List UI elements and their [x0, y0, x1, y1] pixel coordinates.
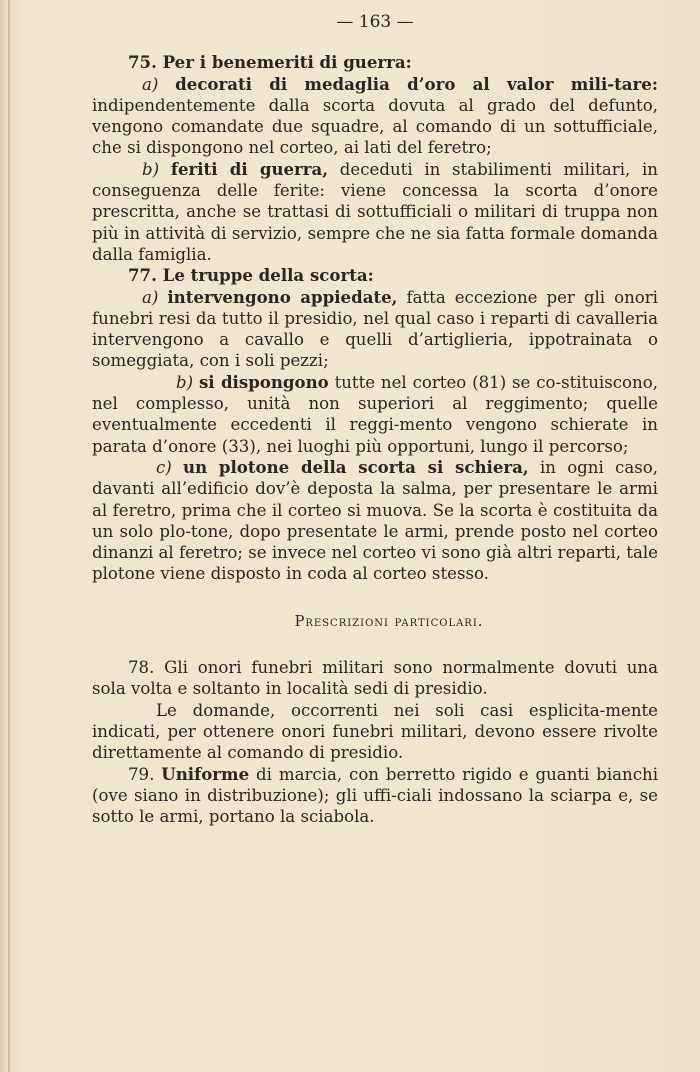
paragraph-75-heading — [92, 52, 658, 73]
item-text-75a: indipendentemente dalla scorta dovuta al grado del defunto, vengono comandate due squadre, al comando di un sottufficiale, che si dispongono nel corteo, ai lati del feretro; — [92, 95, 658, 158]
paragraph-78-second: Le domande, occorrenti nei soli casi esplicita-mente indicati, per ottenere onori funebri militari, devono essere rivolte direttamente al comando di presidio. — [92, 700, 658, 763]
paragraph-78: 78. Gli onori funebri militari sono normalmente dovuti una sola volta e soltanto in località sedi di presidio. — [92, 658, 658, 699]
item-letter-77c: c) — [156, 457, 172, 477]
paragraph-77a — [92, 287, 658, 372]
heading-75: 75. Per i benemeriti di guerra: — [128, 52, 412, 73]
page-binding-edge — [8, 0, 10, 1072]
item-term-75a: decorati di medaglia d’oro al valor mili-tare: — [175, 73, 658, 94]
item-term-77c: un plotone della scorta si schiera, — [183, 456, 529, 477]
item-text-75b: deceduti in stabilimenti militari, in conseguenza delle ferite: viene concessa la scorta d’onore prescritta, anche se trattasi di sottufficiali o militari di truppa non più in attività di servizio, sempre che ne sia fatta formale domanda dalla famiglia. — [92, 159, 658, 264]
paragraph-75a — [92, 74, 658, 159]
paragraph-77b — [92, 372, 658, 457]
paragraph-75b — [92, 159, 658, 265]
item-letter-77a: a) — [142, 287, 159, 307]
paragraph-77c — [92, 457, 658, 585]
section-title: Prescrizioni particolari. — [294, 613, 484, 630]
term-79: Uniforme — [161, 763, 250, 784]
item-letter-77b: b) — [176, 372, 194, 392]
heading-79: 79. — [128, 764, 155, 784]
item-term-77a: intervengono appiedate, — [167, 286, 398, 307]
paragraph-79 — [92, 764, 658, 828]
heading-77: 77. Le truppe della scorta: — [128, 265, 374, 286]
item-letter-75b: b) — [142, 159, 160, 179]
item-letter-75a: a) — [142, 74, 159, 94]
item-term-77b: si dispongono — [198, 371, 329, 392]
item-text-77b: tutte nel corteo (81) se co-stituiscono, nel complesso, unità non superiori al reggimento; quelle eventualmente eccedenti il reggi-mento vengono schierate in parata d’onore (33), nei luoghi più opportuni, lungo il percorso; — [92, 372, 658, 456]
item-term-75b: feriti di guerra, — [170, 158, 329, 179]
text-79: di marcia, con berretto rigido e guanti bianchi (ove siano in distribuzione); gli uffi-ciali indossano la sciarpa e, se sotto le armi, portano la sciabola. — [92, 764, 659, 827]
page-text — [92, 12, 658, 827]
page-number: — 163 — — [336, 12, 414, 32]
paragraph-77-heading — [92, 265, 658, 286]
item-text-77a: fatta eccezione per gli onori funebri resi da tutto il presidio, nel qual caso i reparti di cavalleria intervengono a cavallo e quelli d’artiglieria, ippotrainata o someggiata, con i soli pezzi; — [92, 287, 658, 371]
item-text-77c: in ogni caso, davanti all’edificio dov’è deposta la salma, per presentare le armi al feretro, prima che il corteo si muova. Se la scorta è costituita da un solo plo-tone, dopo presentate le armi, prende posto nel corteo dinanzi al feretro; se invece nel corteo vi sono già altri reparti, tale plotone viene disposto in coda al corteo stesso. — [92, 457, 659, 584]
